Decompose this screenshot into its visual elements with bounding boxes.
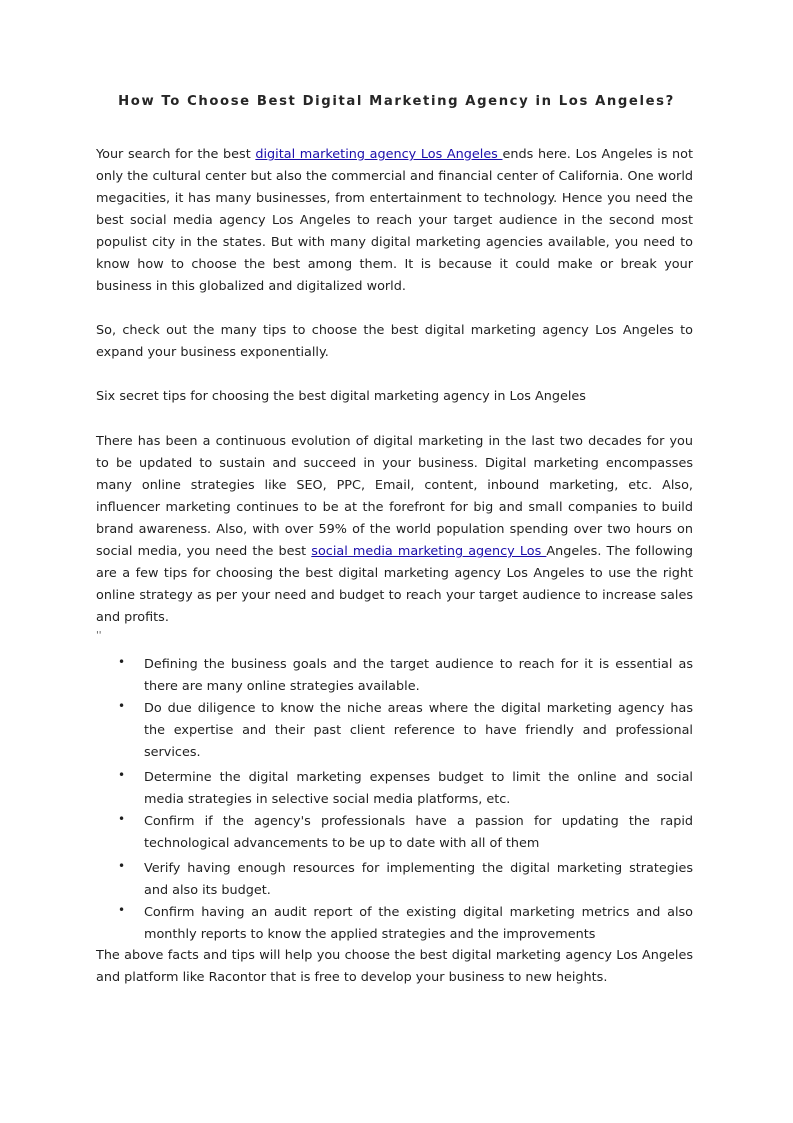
tip-text: Confirm having an audit report of the existing digital marketing metrics and also monthly reports to know the applied strategies and the improvements xyxy=(144,905,693,942)
intro-text-end: ends here. Los Angeles is not only the cultural center but also the commercial and financial center of California. One world megacities, it has many businesses, from entertainment to technology. Hence you need the best social media agency Los Angeles to reach your target audience in the second most populist city in the states. But with many digital marketing agencies available, you need to know how to choose the best among them. It is because it could make or break your business in this globalized and digitalized world. xyxy=(96,147,693,294)
list-item xyxy=(96,654,693,698)
closing-paragraph xyxy=(96,945,693,989)
tip-text: Confirm if the agency's professionals have a passion for updating the rapid technological advancements to be up to date with all of them xyxy=(144,814,693,851)
stray-marks: '' xyxy=(96,630,102,641)
tips-intro-text: So, check out the many tips to choose the best digital marketing agency Los Angeles to expand your business exponentially. xyxy=(96,323,693,360)
tip-text: Defining the business goals and the target audience to reach for it is essential as there are many online strategies available. xyxy=(144,657,693,694)
tips-intro-paragraph xyxy=(96,320,693,364)
list-item xyxy=(96,811,693,855)
tip-text: Verify having enough resources for implementing the digital marketing strategies and also its budget. xyxy=(144,861,693,898)
list-item xyxy=(96,858,693,902)
bullet-icon: • xyxy=(118,655,126,669)
list-item xyxy=(96,698,693,764)
tips-list xyxy=(96,654,693,946)
tip-text: Determine the digital marketing expenses budget to limit the online and social media strategies in selective social media platforms, etc. xyxy=(144,770,693,807)
list-item xyxy=(96,767,693,811)
bullet-icon: • xyxy=(118,768,126,782)
intro-paragraph xyxy=(96,144,693,298)
tip-text: Do due diligence to know the niche areas where the digital marketing agency has the expertise and their past client reference to have friendly and professional services. xyxy=(144,701,693,760)
page-title: How To Choose Best Digital Marketing Agency in Los Angeles? xyxy=(118,94,675,109)
section-heading-text: Six secret tips for choosing the best digital marketing agency in Los Angeles xyxy=(96,389,586,404)
evolution-text-start: There has been a continuous evolution of digital marketing in the last two decades for you to be updated to sustain and succeed in your business. Digital marketing encompasses many online strategies like SEO, PPC, Email, content, inbound marketing, etc. Also, influencer marketing continues to be at the forefront for big and small companies to build brand awareness. Also, with over 59% of the world population spending over two hours on social media, you need the best xyxy=(96,434,693,559)
tips-list-container xyxy=(96,654,693,946)
bullet-icon: • xyxy=(118,699,126,713)
bullet-icon: • xyxy=(118,903,126,917)
social-media-agency-link[interactable]: social media marketing agency Los xyxy=(311,544,547,559)
bullet-icon: • xyxy=(118,859,126,873)
section-heading xyxy=(96,386,693,408)
list-item xyxy=(96,902,693,946)
digital-marketing-agency-link[interactable]: digital marketing agency Los Angeles xyxy=(255,147,503,162)
bullet-icon: • xyxy=(118,812,126,826)
evolution-text-end: Angeles. The following are a few tips for choosing the best digital marketing agency Los Angeles to use the right online strategy as per your need and budget to reach your target audience to increase sales and profits. xyxy=(96,544,693,625)
evolution-paragraph xyxy=(96,431,693,629)
intro-text-start: Your search for the best xyxy=(96,147,256,162)
closing-text: The above facts and tips will help you choose the best digital marketing agency Los Angeles and platform like Racontor that is free to develop your business to new heights. xyxy=(96,948,693,985)
